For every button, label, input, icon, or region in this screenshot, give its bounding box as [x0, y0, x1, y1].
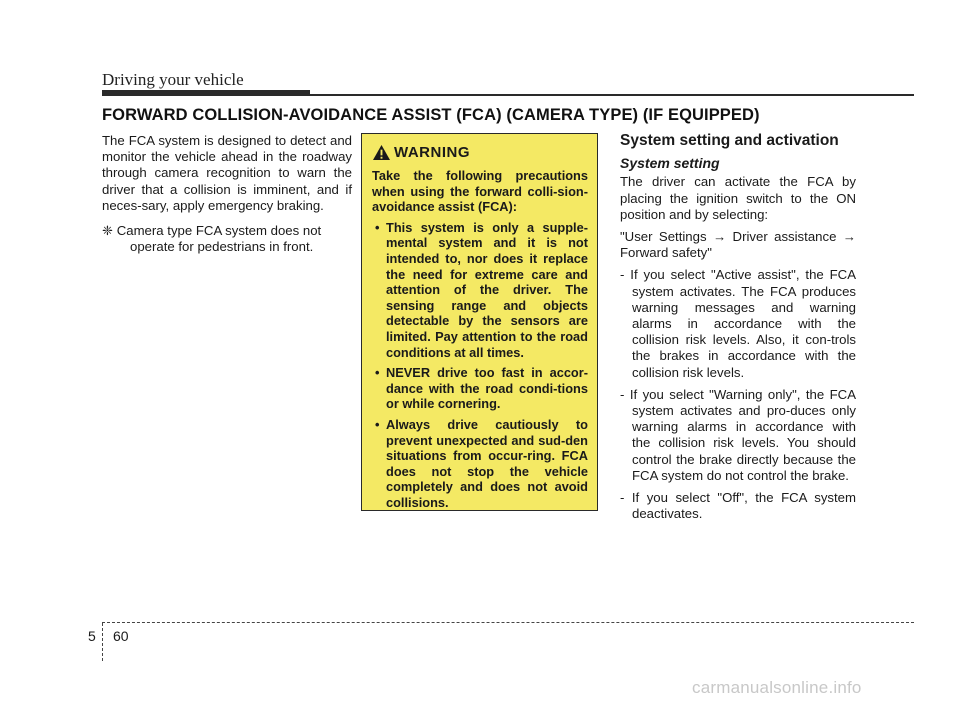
- watermark: carmanualsonline.info: [692, 678, 862, 697]
- settings-menu-path: "User Settings → Driver assistance → Forward safety": [620, 229, 856, 261]
- column-intro: [102, 133, 352, 264]
- section-title: FORWARD COLLISION-AVOIDANCE ASSIST (FCA) (CAMERA TYPE) (IF EQUIPPED): [102, 106, 760, 124]
- settings-subheading: System setting: [620, 155, 720, 172]
- footer-divider: [102, 623, 103, 661]
- warning-list: [372, 220, 588, 511]
- running-header: Driving your vehicle: [102, 70, 244, 89]
- settings-option-active: - If you select "Active assist", the FCA system activates. The FCA produces warning messages and warning alarms in accordance with the collision risk levels. Also, it con-trols the brakes in accordance with the collision risk levels.: [620, 267, 856, 380]
- settings-option-warning: - If you select "Warning only", the FCA system activates and pro-duces only warning alarms in accordance with the collision risk levels. You should control the brake directly because the FCA system do not control the brake.: [620, 386, 856, 483]
- settings-intro: The driver can activate the FCA by placing the ignition switch to the ON position and by selecting:: [620, 174, 856, 222]
- camera-note: ❈ Camera type FCA system does not operate for pedestrians in front.: [102, 223, 322, 255]
- header-rule: [102, 94, 914, 96]
- warning-title: WARNING: [394, 143, 470, 161]
- warning-intro: Take the following precautions when using the forward colli-sion-avoidance assist (FCA):: [372, 168, 588, 215]
- warning-item: • Always drive cautiously to prevent unexpected and sud-den situations from occur-ring. FCA does not stop the vehicle completely and does not avoid collisions.: [372, 417, 588, 511]
- settings-heading: System setting and activation: [620, 132, 839, 149]
- chapter-number: 5: [88, 628, 96, 644]
- warning-item: • NEVER drive too fast in accor-dance with the road condi-tions or while cornering.: [372, 365, 588, 412]
- warning-header: [372, 144, 588, 161]
- warning-box: [361, 133, 598, 511]
- settings-option-off: - If you select "Off", the FCA system deactivates.: [620, 490, 856, 522]
- warning-triangle-icon: [372, 144, 391, 161]
- page-number: 60: [113, 628, 129, 644]
- warning-item: • This system is only a supple-mental system and it is not intended to, nor does it replace the need for extreme care and attention of the driver. The sensing range and objects detectable by the sensors are limited. Pay attention to the road conditions at all times.: [372, 220, 588, 360]
- footer-rule: [102, 622, 914, 623]
- intro-paragraph: The FCA system is designed to detect and monitor the vehicle ahead in the roadway through camera recognition to warn the driver that a collision is imminent, and if neces-sary, apply emergency braking.: [102, 133, 352, 213]
- column-settings: [620, 133, 856, 528]
